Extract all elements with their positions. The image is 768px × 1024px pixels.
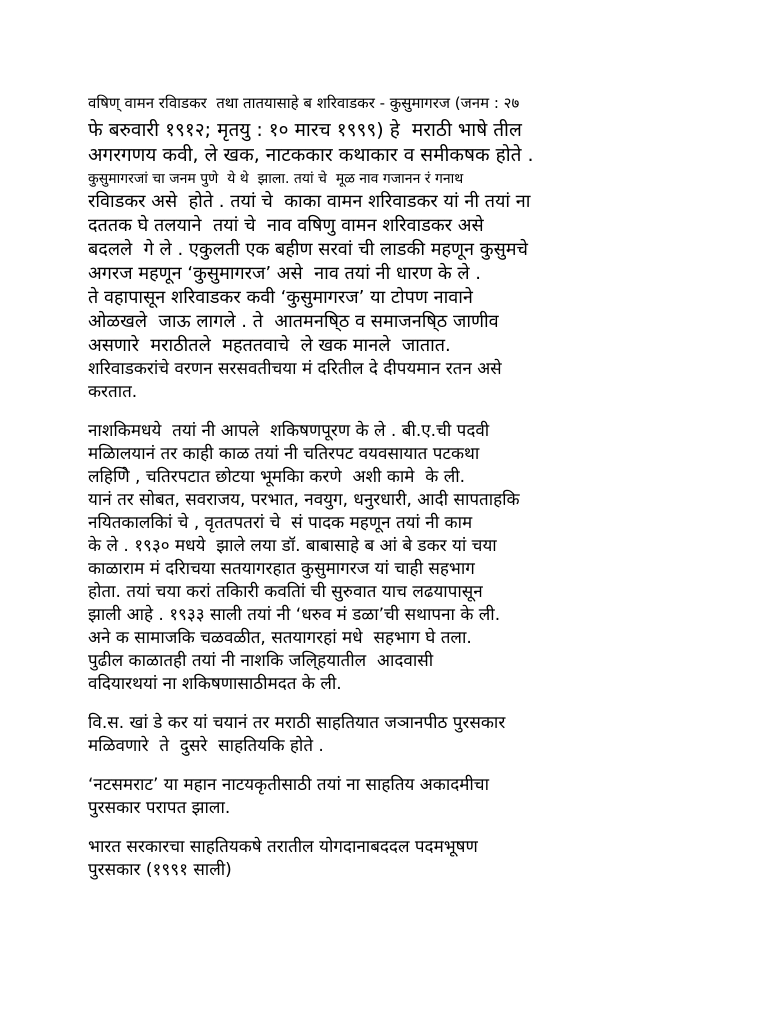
text-line: लहिणिे , चतिरपटात छोटया भूमकिा करणे अशी कामे के ली. [88,467,466,487]
text-line: यानं तर सोबत, सवराजय, परभात, नवयुग, धनुरधारी, आदी सापताहकि [88,490,520,510]
document-page [88,88,688,882]
text-line: बदलले गे ले . एकुलती एक बहीण सरवां ची लाडकी महणून कुसुमचे [88,239,528,260]
text-line: भारत सरकारचा साहतियकषे तरातील योगदानाबददल पदमभूषण [88,837,478,857]
text-line: वि.स. खां डे कर यां चयानं तर मराठी साहतियात जञानपीठ पुरसकार [88,713,506,733]
text-line: पुरसकार (१९९१ साली) [88,860,232,880]
text-line: ‘नटसमराट’ या महान नाटयकृतीसाठी तयां ना साहतिय अकादमीचा [88,775,490,795]
text-line: मळिालयानं तर काही काळ तयां नी चतिरपट वयवसायात पटकथा [88,444,480,464]
text-line: शरिवाडकरांचे वरणन सरसवतीचया मं दरितील दे दीपयमान रतन असे [88,359,502,379]
text-line: ते वहापासून शरिवाडकर कवी ‘कुसुमागरज’ या टोपण नावाने [88,287,473,308]
text-line: करतात. [88,382,138,402]
text-line: मळिवणारे ते दुसरे साहतियकि होते . [88,736,324,756]
text-line: नयितकालकिां चे , वृततपतरां चे सं पादक महणून तयां नी काम [88,513,473,533]
text-line: पुरसकार परापत झाला. [88,798,231,818]
text-line: वषिण् वामन रविाडकर तथा तातयासाहे ब शरिवाडकर - कुसुमागरज (जनम : २७ [88,94,520,112]
text-line: नाशकिमधये तयां नी आपले शकिषणपूरण के ले . बी.ए.ची पदवी [88,421,490,441]
text-line: असणारे मराठीतले महततवाचे ले खक मानले जातात. [88,335,451,356]
text-line: काळाराम मं दरिाचया सतयागरहात कुसुमागरज यां चाही सहभाग [88,559,475,579]
text-line: ओळखले जाऊ लागले . ते आतमनषि्ठ व समाजनषि्ठ जाणीव [88,311,499,332]
text-line: दततक घे तलयाने तयां चे नाव वषिणु वामन शरिवाडकर असे [88,215,484,236]
text-line: के ले . १९३० मधये झाले लया डॉ. बाबासाहे ब आं बे डकर यां चया [88,536,497,556]
text-line: वदियारथयां ना शकिषणासाठीमदत के ली. [88,674,342,694]
text-line: होता. तयां चया करां तकिारी कवतिां ची सुरुवात याच लढयापासून [88,582,483,602]
text-line: पुढील काळातही तयां नी नाशकि जलि्हयातील आदवासी [88,651,434,671]
text-line: अगरज महणून ‘कुसुमागरज’ असे नाव तयां नी धारण के ले . [88,263,482,284]
text-line: अगरगणय कवी, ले खक, नाटककार कथाकार व समीकषक होते . [88,144,534,166]
text-line: अने क सामाजकि चळवळीत, सतयागरहां मधे सहभाग घे तला. [88,628,472,648]
text-line: कुसुमागरजां चा जनम पुणे ये थे झाला. तयां चे मूळ नाव गजानन रं गनाथ [88,171,464,187]
text-line: झाली आहे . १९३३ साली तयां नी ‘धरुव मं डळा’ची सथापना के ली. [88,605,501,625]
text-line: रविाडकर असे होते . तयां चे काका वामन शरिवाडकर यां नी तयां ना [88,191,531,212]
text-line: फे बरुवारी १९१२; मृतयु : १० मारच १९९९) हे मराठी भाषे तील [88,119,522,141]
